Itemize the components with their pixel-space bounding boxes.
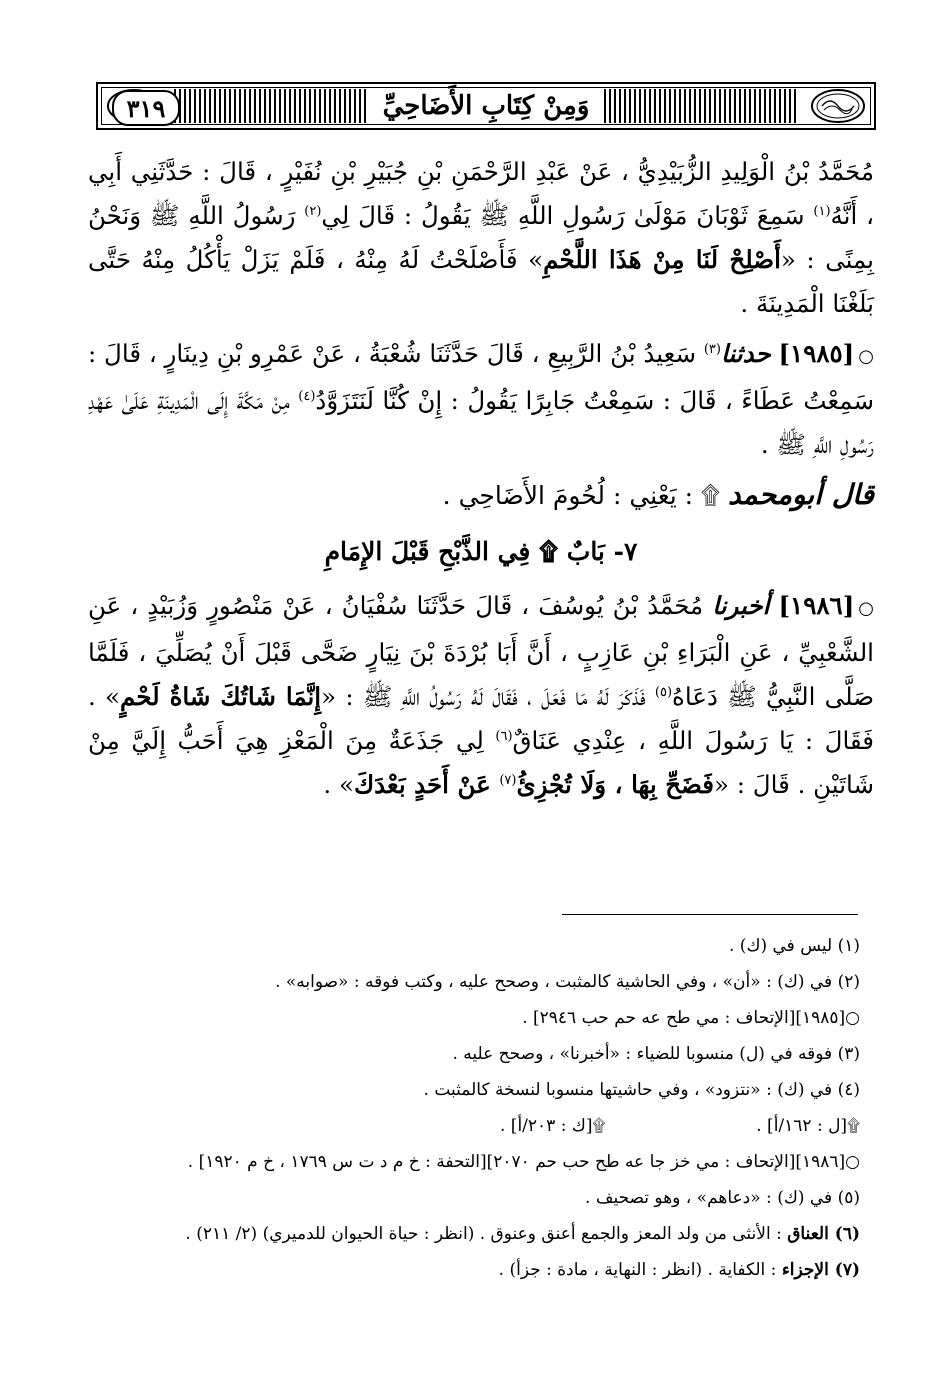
footnote-5: (٥) في (ك) : «دعاهم» ، وهو تصحيف . xyxy=(585,1188,860,1208)
manuscript-ref-l: ۩[ل : ١٦٢/أ] . xyxy=(756,1116,860,1136)
text-run: لِي جَذَعَةٌ مِنَ الْمَعْزِ هِيَ أَحَبُّ إِلَيَّ مِنْ شَاتَيْنِ . قَالَ : « xyxy=(88,726,874,799)
footnote-2: (٢) في (ك) : «أن» ، وفي الحاشية كالمثبت ، وصحح عليه ، وكتب فوقه : «صوابه» . xyxy=(275,972,860,992)
prophetic-quote: عَنْ أَحَدٍ بَعْدَكَ xyxy=(353,770,500,799)
text-run: » فَأَصْلَحْتُ لَهُ مِنْهُ ، فَلَمْ يَزَلْ يَأْكُلُ مِنْهُ حَتَّى بَلَغْنَا الْمَدِينَةَ . xyxy=(88,245,874,318)
text-run: سَعِيدُ بْنُ الرَّبِيعِ ، قَالَ حَدَّثَنَا شُعْبَةُ ، عَنْ عَمْرِو بْنِ دِينَارٍ ، قَالَ : سَمِعْتُ عَطَاءً ، قَالَ : سَمِعْتُ جَابِرًا يَقُولُ : إِنْ كُنَّا لَنَتَزَوَّدُ xyxy=(88,339,875,415)
transmission-word: حدثنا xyxy=(720,339,771,368)
footnote-ref: (٧) xyxy=(499,772,517,788)
footnote-3: (٣) فوقه في (ل) منسوبا للضياء : «أخبرنا» ، وصحح عليه . xyxy=(452,1044,860,1064)
hadith-ring-icon: ○ xyxy=(858,598,874,619)
hadith-1986 xyxy=(88,584,874,807)
footnote-1: (١) ليس في (ك) . xyxy=(729,936,860,956)
footnote-ref: (٤) xyxy=(298,388,316,404)
text-run: » . فَقَالَ : يَا رَسُولَ اللَّهِ ، عِنْدِي عَنَاقٌ xyxy=(88,682,875,755)
paragraph-continuation xyxy=(88,150,874,326)
footnote-ref: (١) xyxy=(813,203,831,219)
footnote-4: (٤) في (ك) : «نتزود» ، وفي حاشيتها منسوبا لنسخة كالمثبت . xyxy=(423,1080,860,1100)
text-run: سَمِعَ ثَوْبَانَ مَوْلَىٰ رَسُولِ اللَّهِ ﷺ يَقُولُ : قَالَ لِي xyxy=(321,201,814,230)
footnote-ref: (٥) xyxy=(654,684,673,700)
footnote-term: (٦) العناق xyxy=(787,1224,860,1244)
apparatus-1985: ○[١٩٨٥][الإتحاف : مي طح عه حم حب ٢٩٤٦] . xyxy=(522,1008,860,1028)
footnote-ref: (٣) xyxy=(703,341,721,357)
footnotes xyxy=(100,928,860,1288)
text-run: » . xyxy=(323,770,354,799)
hadith-number: [١٩٨٥] xyxy=(778,339,855,368)
text-run: فَذَكَرَ لَهُ مَا فَعَلَ ، فَقَالَ لَهُ رَسُولُ اللَّهِ ﷺ : « xyxy=(321,682,655,711)
footnote-separator xyxy=(562,914,858,915)
manuscript-refs xyxy=(100,1108,860,1144)
footnote-6 xyxy=(100,1216,860,1252)
text-run: مُحَمَّدُ بْنُ يُوسُفَ ، قَالَ حَدَّثَنَا سُفْيَانُ ، عَنْ مَنْصُورٍ وَزُبَيْدٍ ، عَنِ الشَّعْبِيِّ ، عَنِ الْبَرَاءِ بْنِ عَازِبٍ ، أَنَّ أَبَا بُرْدَةَ بْنَ نِيَارٍ ضَحَّى قَبْلَ أَنْ يُصَلِّيَ ، فَلَمَّا صَلَّى النَّبِيُّ ﷺ دَعَاهُ xyxy=(88,591,875,711)
author-signature: قال أبومحمد xyxy=(727,478,874,511)
page-number: ٣١٩ xyxy=(112,90,180,126)
text-run: ۩ : يَعْنِي : لُحُومَ الأَضَاحِي . xyxy=(442,481,728,510)
medallion-icon xyxy=(810,88,866,124)
header-hatched-band xyxy=(174,89,798,123)
footnote-ref: (٢) xyxy=(304,203,322,219)
prophetic-quote: إِنَّمَا شَاتُكَ شَاةُ لَحْمٍ xyxy=(120,682,322,711)
hadith-ring-icon: ○ xyxy=(858,346,874,367)
manuscript-ref-k: ۩[ك : ٢٠٣/أ] . xyxy=(500,1116,606,1136)
apparatus-1986: ○[١٩٨٦][الإتحاف : مي خز جا عه طح حب حم ٢٠٧٠][التحفة : خ م د ت س ١٧٦٩ ، خ م ١٩٢٠] . xyxy=(187,1152,860,1172)
running-title: وَمِنْ كِتَابِ الأَضَاحِيِّ xyxy=(369,89,604,123)
transmission-word: أخبرنا xyxy=(712,591,770,620)
hadith-number: [١٩٨٦] xyxy=(778,591,855,620)
prophetic-quote: فَضَحِّ بِهَا ، وَلَا تُجْزِئُ xyxy=(516,770,714,799)
running-header xyxy=(96,82,876,130)
text-run: رَسُولُ اللَّهِ ﷺ وَنَحْنُ بِمِنًى : « xyxy=(88,201,874,274)
chapter-heading: ٧- بَابٌ ۩ فِي الذَّبْحِ قَبْلَ الإِمَامِ xyxy=(324,537,638,566)
text-run: مُحَمَّدُ بْنُ الْوَلِيدِ الزُّبَيْدِيُّ ، عَنْ عَبْدِ الرَّحْمَنِ بْنِ جُبَيْرِ بْنِ نُفَيْرٍ ، قَالَ : حَدَّثَنِي أَبِي ، أَنَّهُ xyxy=(88,157,874,230)
footnote-term: (٧) الإجزاء xyxy=(781,1260,860,1280)
prophetic-quote: أَصْلِحْ لَنَا مِنْ هَذَا اللَّحْمِ xyxy=(543,245,781,274)
hadith-1985 xyxy=(88,332,874,467)
text-run: مِنْ مَكَّةَ إِلَى الْمَدِينَةِ عَلَىٰ عَهْدِ رَسُولِ اللَّهِ ﷺ . xyxy=(88,386,874,459)
footnote-text: : الكفاية . (انظر : النهاية ، مادة : جزأ) . xyxy=(498,1260,782,1280)
footnote-ref: (٦) xyxy=(495,728,513,744)
ornament-medallion-right xyxy=(808,86,868,126)
main-text xyxy=(88,150,874,807)
footnote-7 xyxy=(100,1252,860,1288)
footnote-text: : الأنثى من ولد المعز والجمع أعنق وعنوق . (انظر : حياة الحيوان للدميري) (٢/ ٢١١) . xyxy=(185,1224,788,1244)
author-comment xyxy=(88,473,874,518)
